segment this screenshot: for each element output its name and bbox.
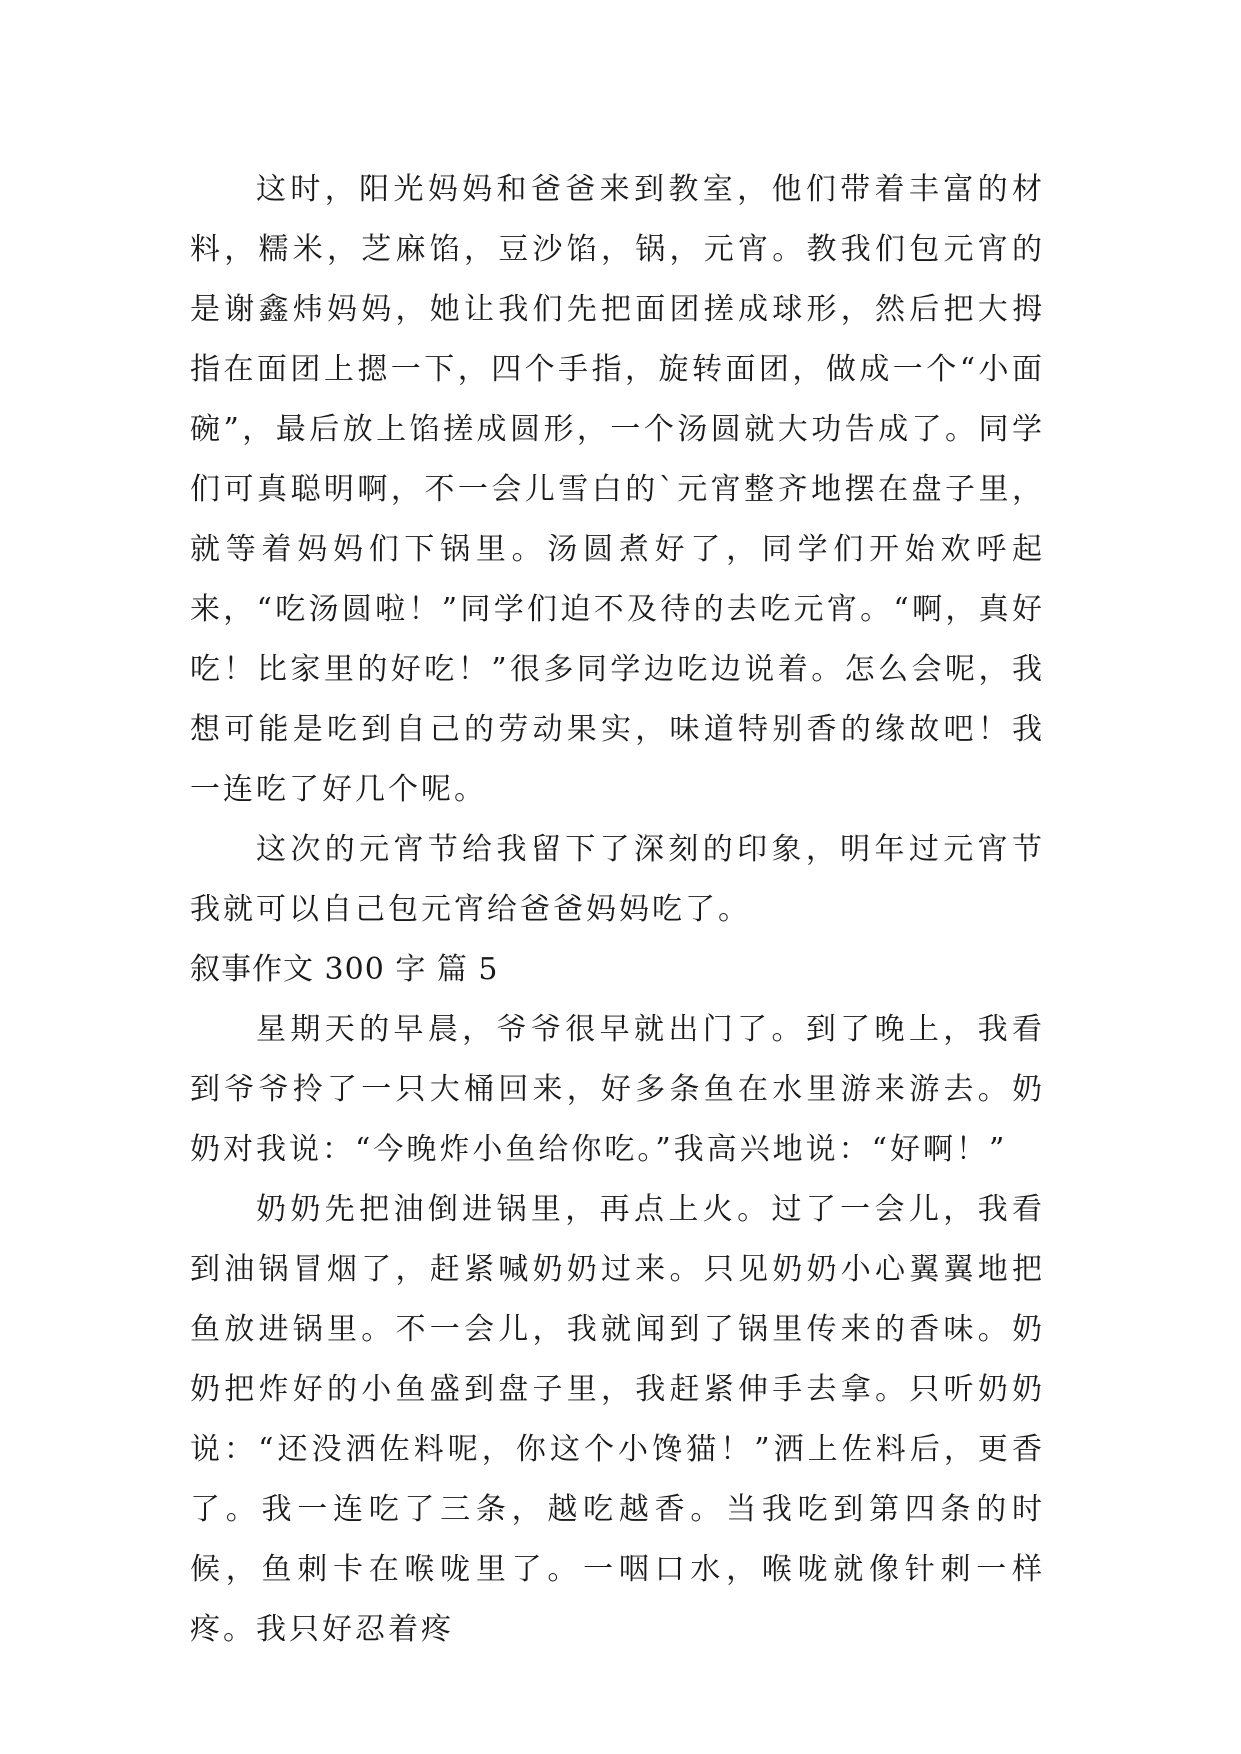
document-body (190, 160, 1045, 1660)
section-heading: 叙事作文 300 字 篇 5 (190, 952, 499, 987)
paragraph-frying-fish: 奶奶先把油倒进锅里，再点上火。过了一会儿，我看到油锅冒烟了，赶紧喊奶奶过来。只见奶奶小心翼翼地把鱼放进锅里。不一会儿，我就闻到了锅里传来的香味。奶奶把炸好的小鱼盛到盘子里，我赶紧伸手去拿。只听奶奶说：“还没洒佐料呢，你这个小馋猫！”洒上佐料后，更香了。我一连吃了三条，越吃越香。当我吃到第四条的时候，鱼刺卡在喉咙里了。一咽口水，喉咙就像针刺一样疼。我只好忍着疼 (190, 1192, 1045, 1647)
paragraph-lantern-festival-impression: 这次的元宵节给我留下了深刻的印象，明年过元宵节我就可以自己包元宵给爸爸妈妈吃了。 (190, 832, 1045, 927)
paragraph-tangyuan-making: 这时，阳光妈妈和爸爸来到教室，他们带着丰富的材料，糯米，芝麻馅，豆沙馅，锅，元宵。教我们包元宵的是谢鑫炜妈妈，她让我们先把面团搓成球形，然后把大拇指在面团上摁一下，四个手指，旋转面团，做成一个“小面碗”，最后放上馅搓成圆形，一个汤圆就大功告成了。同学们可真聪明啊，不一会儿雪白的`元宵整齐地摆在盘子里，就等着妈妈们下锅里。汤圆煮好了，同学们开始欢呼起来，“吃汤圆啦！”同学们迫不及待的去吃元宵。“啊，真好吃！比家里的好吃！”很多同学边吃边说着。怎么会呢，我想可能是吃到自己的劳动果实，味道特别香的缘故吧！我一连吃了好几个呢。 (190, 172, 1045, 807)
paragraph-grandpa-fish: 星期天的早晨，爷爷很早就出门了。到了晚上，我看到爷爷拎了一只大桶回来，好多条鱼在水里游来游去。奶奶对我说：“今晚炸小鱼给你吃。”我高兴地说：“好啊！” (190, 1012, 1045, 1167)
